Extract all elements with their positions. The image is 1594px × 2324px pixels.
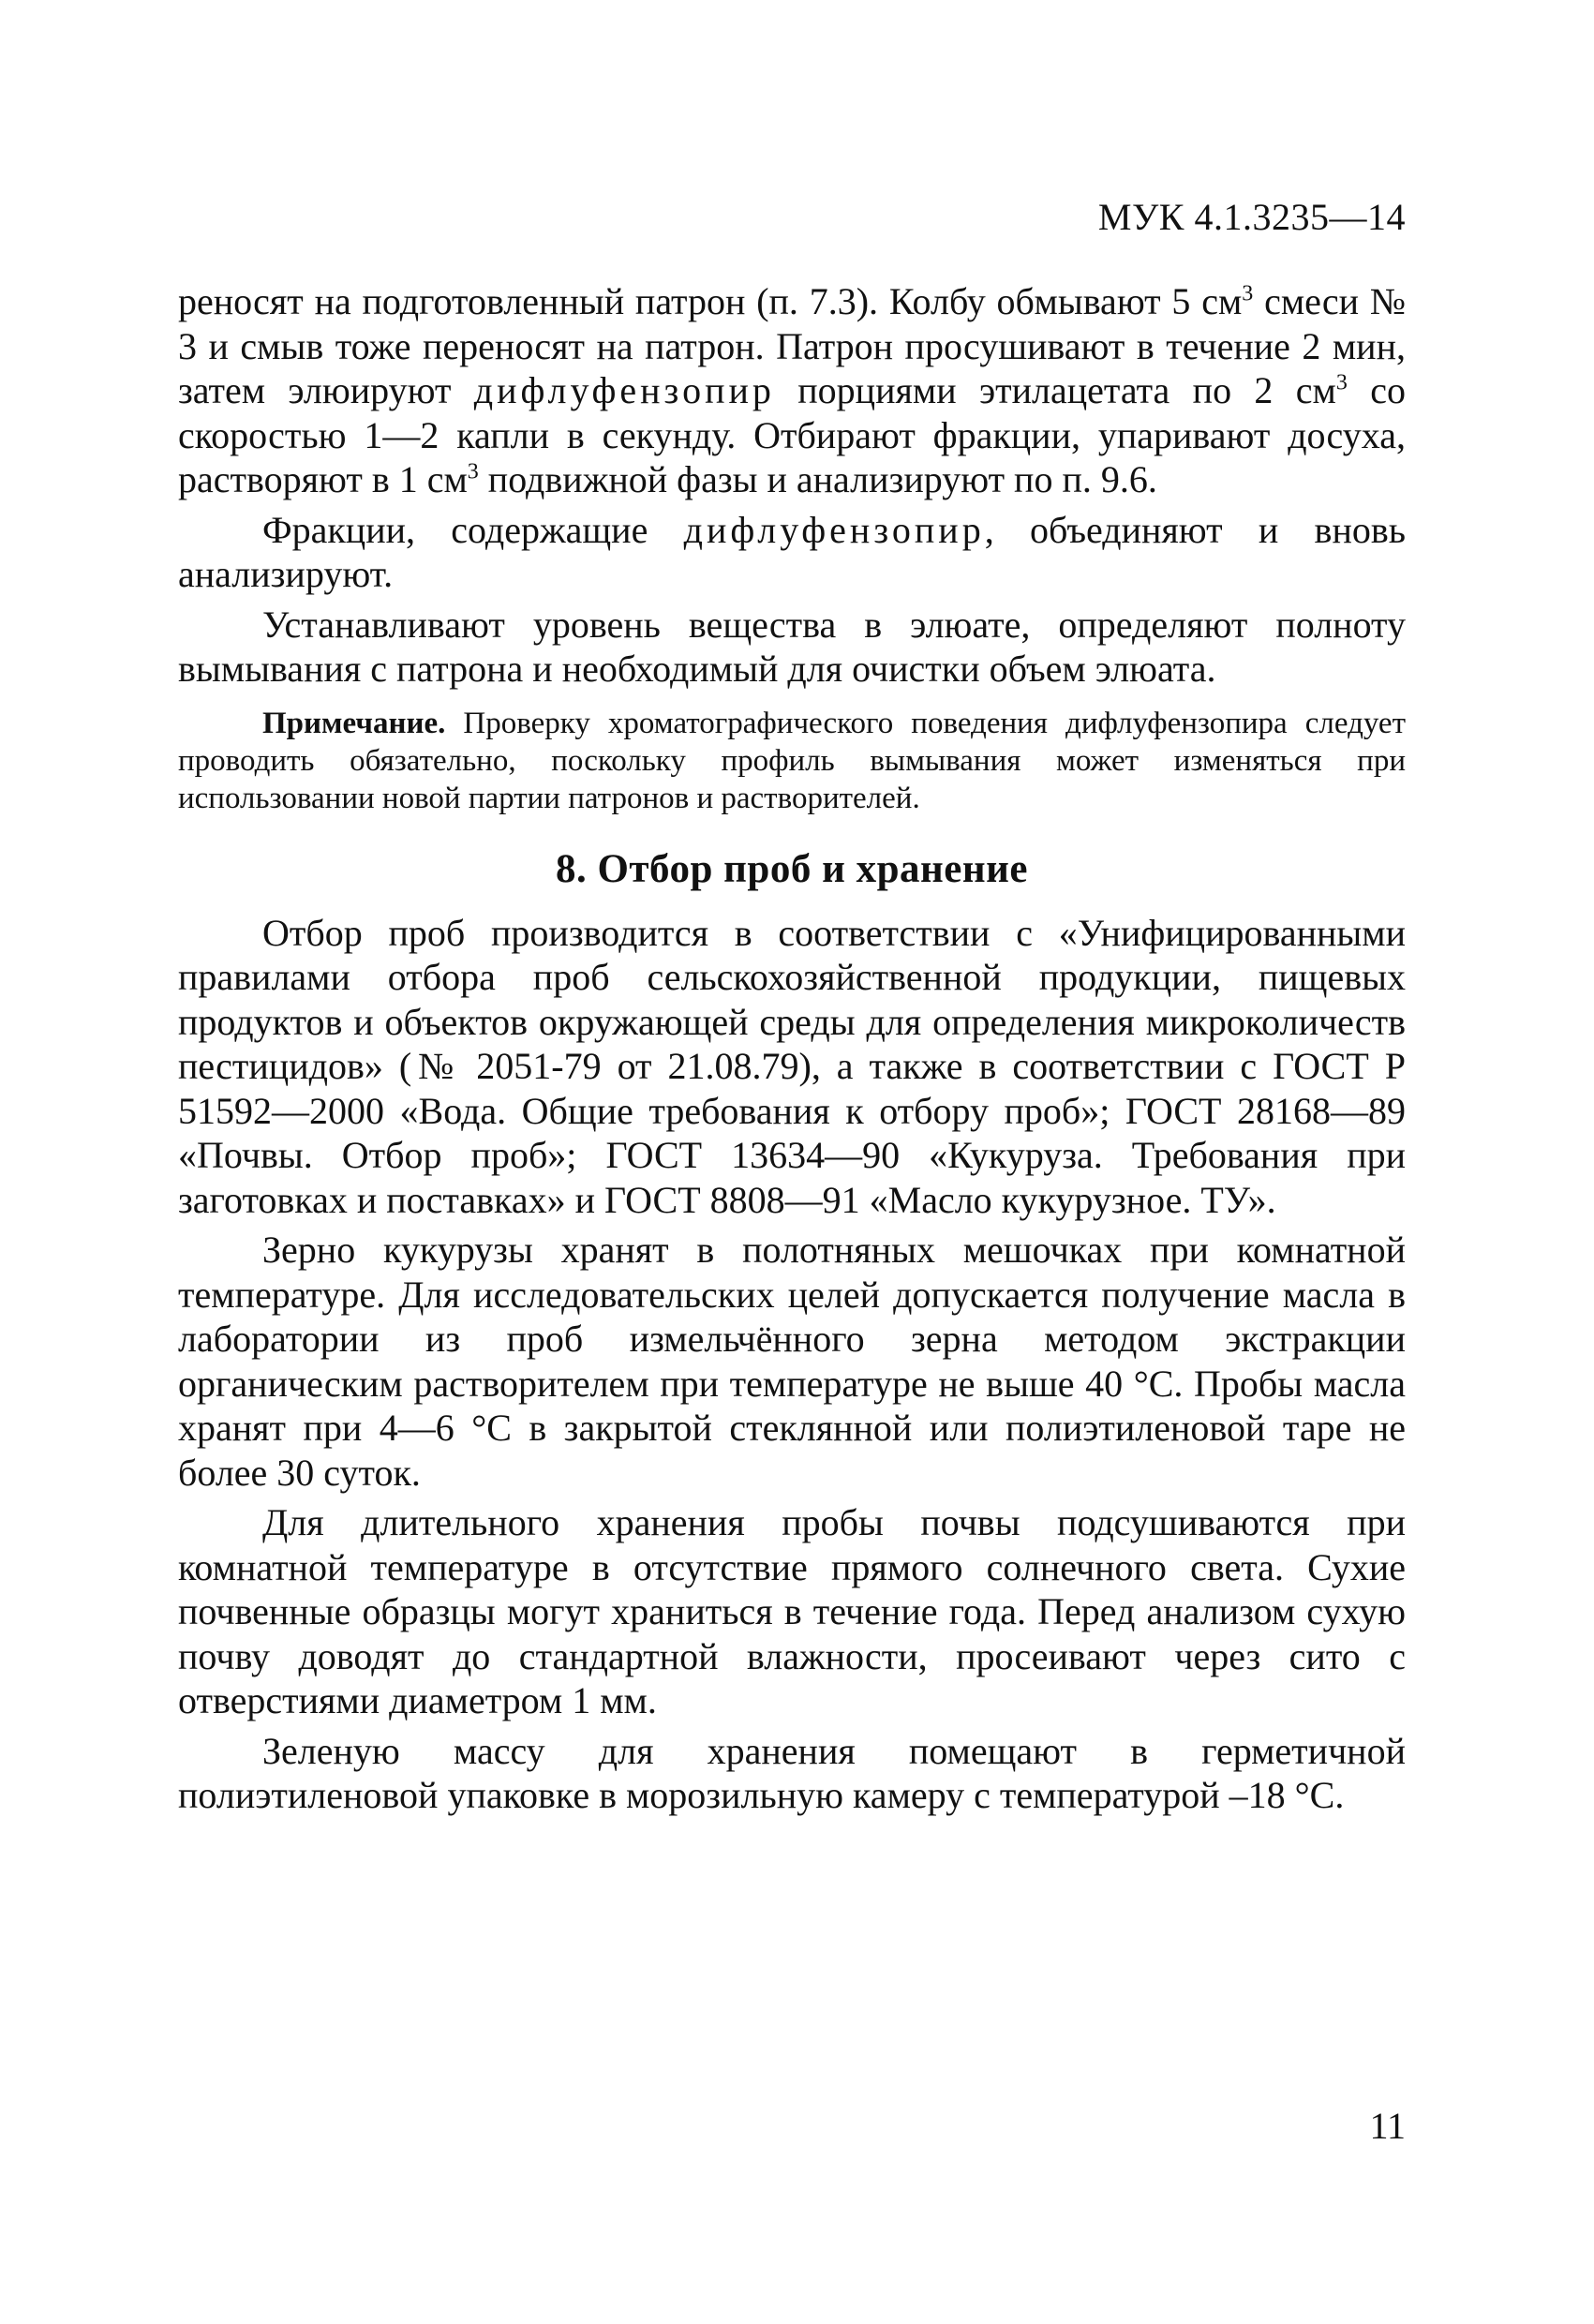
document-code: МУК 4.1.3235—14 [1097, 196, 1406, 238]
text-span: , объединяют и вновь анализируют. [178, 508, 1406, 595]
text-span: реносят на подготовленный патрон (п. 7.3). Колбу обмывают 5 см [178, 280, 1243, 322]
text-span: Фракции, содержащие [262, 508, 684, 551]
paragraph-level: Устанавливают уровень вещества в элюате, определяют полноту вымывания с патрона и необходимый для очистки объем элюата. [178, 603, 1406, 690]
text-span: со скоростью 1—2 капли в секунду. Отбирают фракции, упаривают досуха, растворяют в 1 см [178, 369, 1406, 500]
paragraph-green-mass-storage: Зеленую массу для хранения помещают в герметичной полиэтиленовой упаковке в морозильную камеру с температурой –18 °С. [178, 1729, 1406, 1816]
note-text: Проверку хроматографического поведения дифлуфензопира следует проводить обязательно, поскольку профиль вымывания может изменяться при использовании новой партии патронов и растворителей. [178, 706, 1406, 815]
section-title: 8. Отбор проб и хранение [555, 846, 1029, 891]
superscript: 3 [1242, 281, 1254, 306]
paragraph-elution [178, 279, 1406, 502]
paragraph-soil-storage: Для длительного хранения пробы почвы подсушиваются при комнатной температуре в отсутствие прямого солнечного света. Сухие почвенные образцы могут храниться в течение года. Перед анализом сухую почву доводят до стандартной влажности, просеивают через сито с отверстиями диаметром 1 мм. [178, 1501, 1406, 1721]
text-span: порциями этилацетата по 2 см [774, 369, 1336, 411]
superscript: 3 [1335, 370, 1348, 395]
note-block [178, 705, 1406, 817]
superscript: 3 [467, 459, 479, 484]
page-number: 11 [1369, 2105, 1406, 2147]
page-content [178, 279, 1406, 1818]
note-label: Примечание. [262, 706, 446, 740]
spaced-term: дифлуфензопир [473, 369, 775, 411]
text-span: подвижной фазы и анализируют по п. 9.6. [478, 458, 1157, 500]
paragraph-fractions [178, 508, 1406, 597]
paragraph-corn-storage: Зерно кукурузы хранят в полотняных мешочках при комнатной температуре. Для исследовательских целей допускается получение масла в лаборатории из проб измельчённого зерна методом экстракции органическим растворителем при температуре не выше 40 °С. Пробы масла хранят при 4—6 °С в закрытой стеклянной или полиэтиленовой таре не более 30 суток. [178, 1229, 1406, 1494]
spaced-term: дифлуфензопир [683, 508, 985, 551]
paragraph-sampling: Отбор проб производится в соответствии с «Унифицированными правилами отбора проб сельскохозяйственной продукции, пищевых продуктов и объектов окружающей среды для определения микроколичеств пестицидов» (№ 2051-79 от 21.08.79), а также в соответствии с ГОСТ Р 51592—2000 «Вода. Общие требования к отбору проб»; ГОСТ 28168—89 «Почвы. Отбор проб»; ГОСТ 13634—90 «Кукуруза. Требования при заготовках и поставках» и ГОСТ 8808—91 «Масло кукурузное. ТУ». [178, 911, 1406, 1221]
text-span: смеси № 3 и смыв тоже переносят на патрон. Патрон просушивают в течение 2 мин, затем элюируют [178, 280, 1407, 411]
